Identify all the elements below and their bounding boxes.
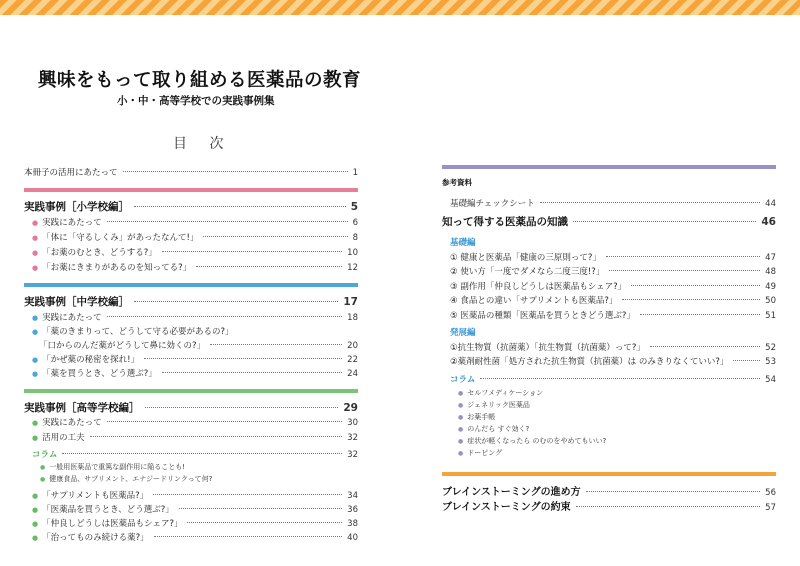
toc-entry-brainstorm[interactable] xyxy=(442,498,776,513)
entry-page: 50 xyxy=(765,296,776,306)
column-label: コラム xyxy=(32,450,58,460)
entry-page: 49 xyxy=(765,282,776,292)
entry-label: 「治ってものみ続ける薬?」 xyxy=(42,533,149,543)
entry-page: 22 xyxy=(347,355,358,365)
entry-label: 実践にあたって xyxy=(42,218,102,228)
subitem-label: ジェネリック医薬品 xyxy=(467,401,530,409)
toc-entry[interactable]: ● 「仲良しどうしは医薬品もシェア?」 38 xyxy=(32,519,358,529)
column-subitem: ● お薬手帳 xyxy=(458,413,496,421)
high-divider xyxy=(24,389,358,393)
entry-page: 44 xyxy=(765,199,776,209)
toc-entry[interactable]: ● 実践にあたって 18 xyxy=(32,313,358,323)
entry-label: 「サプリメントも医薬品?」 xyxy=(42,491,149,501)
entry-label: 「仲良しどうしは医薬品もシェア?」 xyxy=(42,519,183,529)
toc-heading: 目 次 xyxy=(173,136,233,152)
junior-divider xyxy=(24,283,358,287)
top-stripe-decoration xyxy=(0,0,800,15)
column-subitem: ● ジェネリック医薬品 xyxy=(458,401,530,409)
toc-entry[interactable] xyxy=(450,341,776,353)
entry-label: 実践にあたって xyxy=(42,313,102,323)
entry-page: 36 xyxy=(347,505,358,515)
column-label: コラム xyxy=(450,375,476,385)
entry-label: ⑤ 医薬品の種類「医薬品を買うときどう選ぶ?」 xyxy=(450,311,635,321)
toc-section-junior[interactable] xyxy=(24,294,358,309)
entry-label: 「薬のきまりって、どうして守る必要があるの?」 xyxy=(42,327,234,337)
reference-divider xyxy=(442,165,776,169)
toc-entry-line1[interactable]: ● 「薬のきまりって、どうして守る必要があるの?」 xyxy=(32,327,234,337)
toc-entry[interactable]: ● 活用の工夫 32 xyxy=(32,433,358,443)
toc-entry[interactable] xyxy=(450,280,776,292)
toc-section-knowledge[interactable] xyxy=(442,214,776,229)
entry-page: 34 xyxy=(347,491,358,501)
entry-label: 「口からのんだ薬がどうして鼻に効くの?」 xyxy=(39,341,206,351)
toc-entry[interactable] xyxy=(450,355,776,367)
toc-entry[interactable]: ● 「医薬品を買うとき、どう選ぶ?」 36 xyxy=(32,505,358,515)
entry-label: 「薬を買うとき、どう選ぶ?」 xyxy=(42,369,157,379)
entry-label: 本冊子の活用にあたって xyxy=(24,168,118,178)
toc-entry-column[interactable] xyxy=(32,448,358,460)
toc-entry[interactable]: ● 「体に「守るしくみ」があったなんて!」 8 xyxy=(32,233,358,243)
entry-page: 54 xyxy=(765,375,776,385)
entry-page: 8 xyxy=(352,233,358,243)
column-subitem: ● 健康食品、サプリメント、エナジードリンクって何? xyxy=(40,475,213,483)
toc-entry-checksheet[interactable] xyxy=(450,197,776,209)
entry-page: 12 xyxy=(347,263,358,273)
section-page: 29 xyxy=(343,402,358,414)
entry-page: 51 xyxy=(765,311,776,321)
toc-section-high[interactable] xyxy=(24,400,358,415)
entry-label: 実践にあたって xyxy=(42,418,102,428)
entry-page: 20 xyxy=(347,341,358,351)
page-subtitle: 小・中・高等学校での実践事例集 xyxy=(117,95,275,107)
reference-label: 参考資料 xyxy=(442,178,472,187)
entry-label: ② 使い方「一度でダメなら二度三度!?」 xyxy=(450,267,605,277)
entry-page: 48 xyxy=(765,267,776,277)
toc-entry-intro[interactable] xyxy=(24,166,358,178)
entry-label: 基礎編チェックシート xyxy=(450,199,535,209)
entry-page: 32 xyxy=(347,450,358,460)
subitem-label: 症状が軽くなったら のむのをやめてもいい? xyxy=(467,437,607,445)
entry-label: ④ 食品との違い「サプリメントも医薬品?」 xyxy=(450,296,618,306)
toc-entry-brainstorm[interactable] xyxy=(442,483,776,498)
entry-label: ①抗生物質（抗菌薬）「抗生物質（抗菌薬）って?」 xyxy=(450,343,645,353)
section-page: 17 xyxy=(343,296,358,308)
entry-label: ②薬剤耐性菌「処方された抗生物質（抗菌薬）は のみきりなくていい?」 xyxy=(450,357,729,367)
toc-entry[interactable]: ● 実践にあたって 6 xyxy=(32,218,358,228)
section-label: 知って得する医薬品の知識 xyxy=(442,216,568,228)
entry-page: 47 xyxy=(765,253,776,263)
column-subitem: ● のんだら すぐ効く? xyxy=(458,425,530,433)
entry-label: 「お薬のむとき、どうする?」 xyxy=(42,248,157,258)
section-page: 57 xyxy=(765,503,776,513)
section-page: 56 xyxy=(765,488,776,498)
section-page: 5 xyxy=(350,201,358,213)
toc-entry[interactable]: ● 「お薬のむとき、どうする?」 10 xyxy=(32,248,358,258)
section-label: 実践事例［小学校編］ xyxy=(24,201,129,213)
entry-page: 30 xyxy=(347,418,358,428)
toc-entry[interactable]: ● 「かぜ薬の秘密を探れ!」 22 xyxy=(32,355,358,365)
subitem-label: ドーピング xyxy=(467,449,503,457)
toc-entry[interactable] xyxy=(450,309,776,321)
subitem-label: 一般用医薬品で重篤な副作用に陥ることも! xyxy=(49,463,186,471)
subitem-label: セルフメディケーション xyxy=(467,389,544,397)
entry-label: 「かぜ薬の秘密を探れ!」 xyxy=(42,355,140,365)
entry-page: 52 xyxy=(765,343,776,353)
entry-page: 10 xyxy=(347,248,358,258)
entry-label: 「体に「守るしくみ」があったなんて!」 xyxy=(42,233,199,243)
brainstorm-divider xyxy=(442,472,776,476)
entry-page: 53 xyxy=(765,357,776,367)
column-subitem: ● 症状が軽くなったら のむのをやめてもいい? xyxy=(458,437,607,445)
entry-label: 「医薬品を買うとき、どう選ぶ?」 xyxy=(42,505,174,515)
elementary-divider xyxy=(24,188,358,192)
entry-page: 24 xyxy=(347,369,358,379)
entry-page: 38 xyxy=(347,519,358,529)
section-label: ブレインストーミングの約束 xyxy=(442,502,571,513)
section-label: 実践事例［中学校編］ xyxy=(24,296,129,308)
section-label: ブレインストーミングの進め方 xyxy=(442,487,581,498)
subitem-label: お薬手帳 xyxy=(467,413,496,421)
entry-page: 18 xyxy=(347,313,358,323)
subitem-label: のんだら すぐ効く? xyxy=(467,425,530,433)
entry-label: 活用の工夫 xyxy=(42,433,85,443)
toc-entry-column[interactable] xyxy=(450,373,776,385)
toc-entry[interactable] xyxy=(450,265,776,277)
entry-page: 40 xyxy=(347,533,358,543)
advanced-label: 発展編 xyxy=(450,328,476,338)
entry-page: 1 xyxy=(352,168,358,178)
entry-label: ① 健康と医薬品「健康の三原則って?」 xyxy=(450,253,601,263)
toc-entry[interactable]: ● 「治ってものみ続ける薬?」 40 xyxy=(32,533,358,543)
toc-section-elementary[interactable] xyxy=(24,199,358,214)
toc-entry[interactable]: ● 実践にあたって 30 xyxy=(32,418,358,428)
toc-entry-line2[interactable] xyxy=(39,339,358,351)
subitem-label: 健康食品、サプリメント、エナジードリンクって何? xyxy=(49,475,213,483)
toc-entry[interactable] xyxy=(450,294,776,306)
column-subitem: ● 一般用医薬品で重篤な副作用に陥ることも! xyxy=(40,463,186,471)
section-label: 実践事例［高等学校編］ xyxy=(24,402,140,414)
page-title: 興味をもって取り組める医薬品の教育 xyxy=(38,70,362,91)
column-subitem: ● ドーピング xyxy=(458,449,503,457)
section-page: 46 xyxy=(761,216,776,228)
basic-label: 基礎編 xyxy=(450,238,476,248)
entry-label: ③ 副作用「仲良しどうしは医薬品もシェア?」 xyxy=(450,282,627,292)
toc-entry[interactable]: ● 「サプリメントも医薬品?」 34 xyxy=(32,491,358,501)
entry-page: 32 xyxy=(347,433,358,443)
column-subitem: ● セルフメディケーション xyxy=(458,389,544,397)
toc-entry[interactable]: ● 「薬を買うとき、どう選ぶ?」 24 xyxy=(32,369,358,379)
entry-page: 6 xyxy=(352,218,358,228)
toc-entry[interactable] xyxy=(450,251,776,263)
toc-entry[interactable]: ● 「お薬にきまりがあるのを知ってる?」 12 xyxy=(32,263,358,273)
entry-label: 「お薬にきまりがあるのを知ってる?」 xyxy=(42,263,192,273)
